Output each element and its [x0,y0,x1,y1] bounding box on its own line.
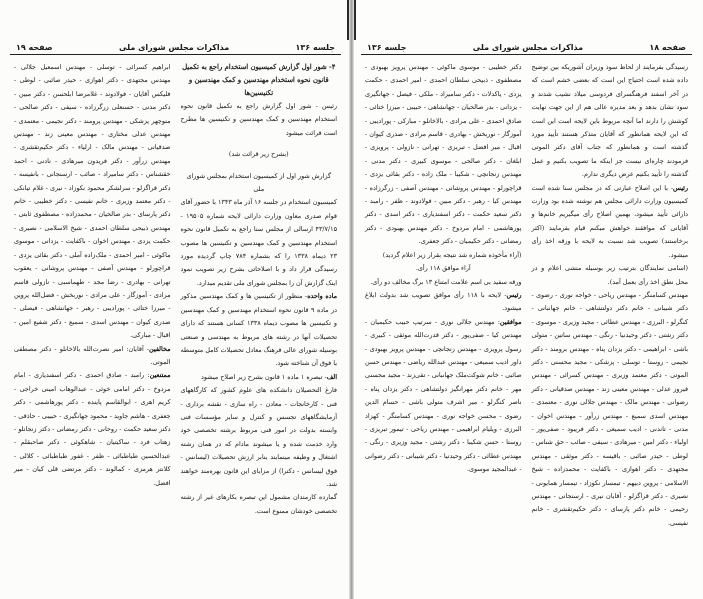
paragraph: رئیس - شور اول گزارش راجع به تکمیل قانون نحوه استخدام مهندسین و کمک مهندسین و تکنیسین ها مطرح است قرائت میشود [180,102,337,137]
page-gutter [349,0,354,599]
session-label: جلسه ۱۳۶ [295,43,335,52]
speaker-label: رئیس [506,290,522,299]
opponents-label: مخالفین [149,344,171,353]
left-page-columns [10,61,341,518]
left-page-right-column [181,61,338,518]
abstain-label: ممتنعین [149,371,171,380]
paragraph: دکتر خطیبی - موسوی ماکوئی - مهندس پرویز بهبودی - مصطفوی - ذبیحی سلطان احمدی - امیر احمدی - حکمت یزدی - یاکدلات - دکتر سامیراد - ملکی - فیصل - جهانگیری - یزدانی - بدر صالحیان - جهانشاهی - حبیبی - میرزا ختائی - صادق احمدی - علی مرادی - بالاخانلو - مبارکی - پورادیبی - آموزگار - نوربخش - بهادری - قاسم مرادی - صدری کیوان - اقبال - میر افضل - تبریزی - تهرانی - نازولی - پرویزی - ابلغان - دکتر صالحی - موسوی کبیری - دکتر مدنی - مهندس زنجانچی - شکیبا - ملک زاده - دکتر بقائی یزدی - قراچورلو - مهندس پروشانی - مهندس آصفی - زرگرزاده - مهندس کیا - رهبر - دکتر مبین - فولادوند - ظفر - رامبد - دکتر سعید حکمت - دکتر اسفندیاری - دکتر اسدی - دکتر پورهاشمی - امام مردوخ - دکتر مهندس بهبودی - دکتر رمضانی - دکتر حکیمیان - دکتر جعفری. [365,63,522,246]
paragraph: رئیس- با این اصلاح عبارتی که در مجلس سنا شده است کمیسیون وزارت دارائی مجلس هم نوشته شده بود وزارت دارائی تأیید میشود، بهمین اصلاح رأی میگیریم خانم‌ها و آقایانی که موافقند خواهش میکنم قیام بفرمایند (اکثر برخاستند) تصویب شد نسبت به لایحه با ورقه اخذ رأی میشود. [531,183,688,259]
right-page-columns [361,61,692,530]
paragraph: ماده واحده- منظور از تکنیسین ها و کمک مهندسین مذکور در ماده ۹ قانون نحوه استخدام مهندسین و کمک مهندسین و تکنیسین ها مصوب دیماه ۱۳۳۸ کسانی هستند که دارای تحصیلات آنها در رشته های مربوط به مهندسی و صنعتی بوسیله شورای عالی فرهنگ معادل تحصیلات کامل متوسطه یا فوق آن شناخته شود. [180,292,338,368]
left-page-left-column [14,61,171,518]
paragraph: موافقین: مهندس جلالی نوری - سرتیپ حبیب حکیمیان - مهندس کیا - صفی‌پور - دکتر قدرت‌الله موثقی - کبیری - رسول پرویزی - مهندس زنجانچی - مهندس پرویز بهبودی - داور ادیب سمیعی - مهندس عبدالله ریاضی - مهندس حسن صائبی - خانم شوکت‌ملک جهانبانی - تقی‌زند - مجید محسنی مهر - خانم دکتر مهرانگیز دولتشاهی - دکتر یزدان پناه - ناصر کنگرلو - میر اشرف متولی باشی - حسام الدین رضوی - محسن خواجه نوری - مهندس کسامنگر - کهزاد البرزی - ویلیام ابراهیمی - مهندس ریاحی - تیمور تبریزی - روستا - حسن شکیبا - دکتر رشتی - مجید وزیری - رنگی - مهندس عطائی - دکتر وحیدنیا - دکتر شیبانی - دکتر رضوانی - عبدالمجید موسوی. [365,317,522,474]
paragraph: الف- تبصره ۱ ماده ۱ قانون بشرح زیر اصلاح میشود [200,372,337,381]
clause-label: الف [326,372,337,381]
right-page-left-column [365,61,522,530]
paragraph: فارغ التحصیلان دانشکده های علوم کشور که کارگاههای فنی - کارخانجات - معادن - راه سازی - نقشه برداری - آزمایشگاههای تجسس و کنترل و سایر مؤسسات فنی وابسته بدولت در امور فنی مربوط برشته تخصصی خود وارد خدمت شده و یا میشوند مادام که در همان رشته اشتغال و وظیفه مینمایند بنابر ارزش تحصیلات (لیسانس - فوق لیسانس - دکترا) از مزایای این قانون بهره‌مند خواهند شد. [180,386,337,488]
paragraph: ممتنعین: رامبد - صادق احمدی - دکتر اسفندیاری - امام مردوخ - دکتر امامی خوئی - عبدالوهاب امینی خراجی - کریم اهری - ابوالقاسم پاینده - دکتر پورهاشمی - دکتر جعفری - هاشم جاوید - محمود جهانگیری - حبیبی - حاذقی - دکتر سعید حکمت - روحانی - دکتر رمضانی - دکتر زنجانلو - زهتاب فرد - ساکیتیان - شاهکوئی - دکتر صاحبقلم - عبدالحسین طباطبائی - ظفر - غفور طباطبائی - کلالی - کلانتر هرمزی - کمالوند - دکتر مرتضی قلی کیان - میر افضل. [14,371,171,487]
session-label: جلسه ۱۳۶ [367,43,407,52]
paragraph: رئیس- لایحه با ۱۱۸ رأی موافق تصویب شد بدولت ابلاغ میشود. [365,290,522,313]
speaker-label: رئیس [673,183,688,192]
left-page [0,0,351,599]
paragraph: مخالفین- آقایان: امیر نصرت‌الله بالاخانلو - دکتر مصطفی الموتی. [14,344,171,366]
page-number: صفحه ۱۸ [649,43,686,52]
paragraph: (اسامی نمایندگان بترتیب زیر بوسیله منشی اعلام و در محل نطق اخذ رأی بعمل آمد). [531,264,688,286]
running-title: مذاکرات مجلس شورای ملی [118,43,230,52]
page-number: صفحه ۱۹ [16,43,53,52]
vote-result: آراء موافق ۱۱۸ رأی. [415,264,471,273]
left-page-header [10,42,341,55]
paragraph: ابراهیم کسرائی - توسلی - مهندس اسمعیل جلالی - مهندس مجتهدی - دکتر اهوازی - حیدر صائبی - لوطی - فلیکس آقایان - فولادوند - غلامرضا ابلحسن - دکتر مبین - دکتر مدنی - حسنعلی زرگرزاده - سیفی - دکتر صالحی - منوچهر پزشکی - مهندس پرومند - دکتر نجیمی - معتمدی - مهندس عدلی مختاری - مهندس معینی زند - مهندس صدقیانی - مهندس مالک - ارلیاء - دکتر حکیم‌تقشری - مهندس زرآور - دکتر فریدون میرهادی - نادنی - احمد حقشناس - دکتر سامیراد - صائب - ارسنجانی - بانفیسه - دکتر قراگزلو - سرلشکر محمود نکوزاد - نیری - غلام تیانکی - دکتر معتمد وزیری - خانم نفیسی - دکتر خطیبی - خانم دکتر پارسای - بدر صالحیان - محمدزاده - مصطفوی ثابتی - مهندس ذبیحی سلطان احمدی - شیخ الاسلامی - نصیری - حکمت یزدی - مهندس اخوان - باکفایت - یزدانی - موسوی ماکوئی - امیر احمدی - ملک‌زاده آملی - دکتر بقائی یزدی - قراچورلو - مهندس آصفی - مهندس پروشانی - یعقوب تهرانی - بهادری - رضا مجد - طهماسبی - نازولی قاسم مرادی - آموزگار - علی مرادی - نوربخش - فضل‌الله پروین - میرزا ختائی - پورادیبی - رهبر - جهانشاهی - فیصلی - صدری کیوان - مهندس اسدی - سمیع - دکتر شفیع امین - اقبال - مبارکی. [14,63,171,340]
paragraph: گمارده کارمندان مشمول این تبصره بکارهای غیر از رشته تخصصی خودشان ممنوع است. [180,493,337,515]
section-title: ۴- شور اول گزارش کمیسیون استخدام راجع به تکمیل قانون نحوه استخدام مهندسین و کمک مهندسین و تکنیسین‌ها [182,63,336,97]
paragraph: کمیسیون استخدام در جلسه ۱۶ آذر ماه ۱۳۴۳ با حضور آقای قوام صدری معاون وزارت دارائی لایحه شماره ۱۹۵۰۵ - ۴۳/۷/۱۵ ارسالی از مجلس سنا راجع به تکمیل قانون نحوه استخدام مهندسین و کمک مهندسین و تکنیسین ها مصوب ۲۳ دیماه ۱۳۳۸ را که بشماره ۷۸۴ چاپ گردیده مورد رسیدگی قرار داد و با اصلاحاتی بشرح زیر تصویب نمود اینک گزارش آن را بمجلس شورای ملی تقدیم میدارد. [180,198,338,287]
right-page [351,0,702,599]
right-page-header [361,42,692,55]
paragraph: ورقه سفید بی اسم علامت امتناع ۱۳ برگ مخالف دو رأی. [370,277,522,286]
paragraph: مهندس کسامنگر - مهندس ریاحی - خواجه نوری - رضوی - دکتر شیبانی - خانم دکتر دولتشاهی - خانم جهانبانی - کنگرلو - البرزی - مهندس عطائی - مجید وزیری - موسوی - دکتر رشتی - دکتر وحیدنیا - رنگی - مهندس ساتین - متولی باشی - ابراهیمی - دکتر یزدان پناه - مهندس برومند - دکتر نجیمی - روستا - توسلی - پزشکی - مجید محسنی - دکتر الموتی - دکتر معتمد وزیری - مهندس کسرائی - مهندس فیروز عدلی - مهندس معینی زند - مهندس صدقیانی - دکتر رضوانی - مهندس مالک - مهندس جلالی نوری - معتمدی - مهندس اسدی سمیع - مهندس زرآور - مهندس اخوان - مدنی - تاندنی - ادیب سمیعی - دکتر فریبود - صفی‌پور - اولیاء - دکتر امین - میرهادی - سیفی - صائب - حق شناس - لوطی - حیدر صائبی - باقیسه - دکتر موثقی - مهندس مجتهدی - دکتر اهوازی - باکفایت - محمدزاده - شیخ الاسلامی - پروین دبیهم - تیمسار نکوزاد - تیمسار همایونی - نصیری - دکتر قراگزلو - آقایان نیری - ارسنجانی - مهندس رحیمی - خانم دکتر پارسای - دکتر حکیم‌تقشری - خانم نفیسی. [531,290,688,527]
paragraph: (بشرح زیر قرائت شد) [228,150,289,159]
supporters-label: موافقین [499,317,522,326]
article-label: ماده واحده [307,292,337,301]
right-page-right-column [532,61,689,530]
paragraph: (آراء مأخوذه شماره شد نتیجه بقرار زیر اعلام گردید) [382,250,522,259]
paragraph: گزارش شور اول از کمیسیون استخدام بمجلس شورای ملی [186,171,331,194]
running-title: مذاکرات مجلس شورای ملی [472,43,584,52]
paragraph: رسیدگی بفرمایند از لحاظ سود وزیران آشوریکه بین توضیح داده شده است احتیاج این است که بعضی خشم است که در آخر اسفند فرهنگسرای فردوسی میلاد نشیب شدند و سود نشان بدهد و بعد مدیره عالی هم از این جهت نهایت کوشش را دارند اما آنچه مربوط باین لایحه است این است که این لایحه همانطور که آقایان متذکر هستند تأیید مورد گذشته است و همانطور که جناب آقای دکتر الموتی فرمودند چاره‌ای نیست جز اینکه ما تصویب بکنیم و عمل گذشته را تأیید بکنیم عرض دیگری ندارم. [531,63,688,179]
